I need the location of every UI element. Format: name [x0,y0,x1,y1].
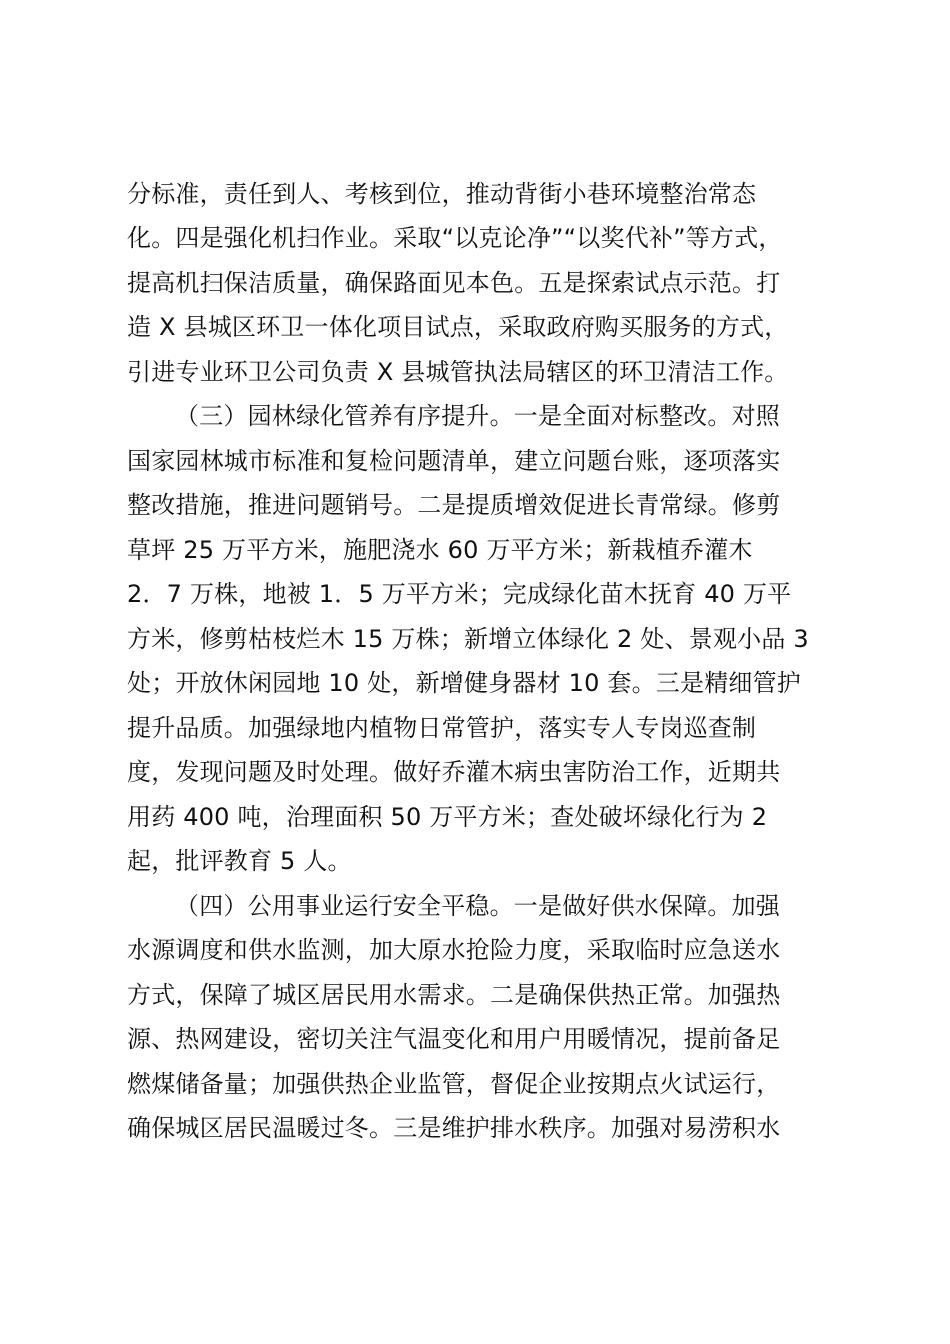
text-line: 草坪 25 万平方米，施肥浇水 60 万平方米；新栽植乔灌木 [127,536,753,564]
text-line: 提升品质。加强绿地内植物日常管护，落实专人专岗巡查制 [127,714,757,742]
text-line: 国家园林城市标准和复检问题清单，建立问题台账，逐项落实 [127,447,781,475]
text-line: 用药 400 吨，治理面积 50 万平方米；查处破坏绿化行为 2 [127,803,768,831]
text-line: 化。四是强化机扫作业。采取“以克论净”“以奖代补”等方式， [127,224,783,252]
text-line: 引进专业环卫公司负责 X 县城管执法局辖区的环卫清洁工作。 [127,358,789,386]
text-line: 源、热网建设，密切关注气温变化和用户用暖情况，提前备足 [127,1025,781,1053]
text-line: 燃煤储备量；加强供热企业监管，督促企业按期点火试运行， [127,1070,781,1098]
text-line: 度，发现问题及时处理。做好乔灌木病虫害防治工作，近期共 [127,758,781,786]
text-line: 2．7 万株，地被 1．5 万平方米；完成绿化苗木抚育 40 万平 [127,580,792,608]
text-line: 提高机扫保洁质量，确保路面见本色。五是探索试点示范。打 [127,269,781,297]
text-line: 处；开放休闲园地 10 处，新增健身器材 10 套。三是精细管护 [127,669,801,697]
text-line: 水源调度和供水监测，加大原水抢险力度，采取临时应急送水 [127,936,781,964]
text-line: 确保城区居民温暖过冬。三是维护排水秩序。加强对易涝积水 [127,1114,781,1142]
text-line: 整改措施，推进问题销号。二是提质增效促进长青常绿。修剪 [127,491,781,519]
text-line: 分标准，责任到人、考核到位，推动背街小巷环境整治常态 [127,180,757,208]
text-line: 起，批评教育 5 人。 [127,847,352,875]
section-heading-line: （三）园林绿化管养有序提升。一是全面对标整改。对照 [175,402,780,430]
text-line: 方式，保障了城区居民用水需求。二是确保供热正常。加强热 [127,981,781,1009]
text-line: 造 X 县城区环卫一体化项目试点，采取政府购买服务的方式， [127,313,789,341]
text-line: 方米，修剪枯枝烂木 15 万株；新增立体绿化 2 处、景观小品 3 [127,625,809,653]
section-heading-line: （四）公用事业运行安全平稳。一是做好供水保障。加强 [175,892,780,920]
